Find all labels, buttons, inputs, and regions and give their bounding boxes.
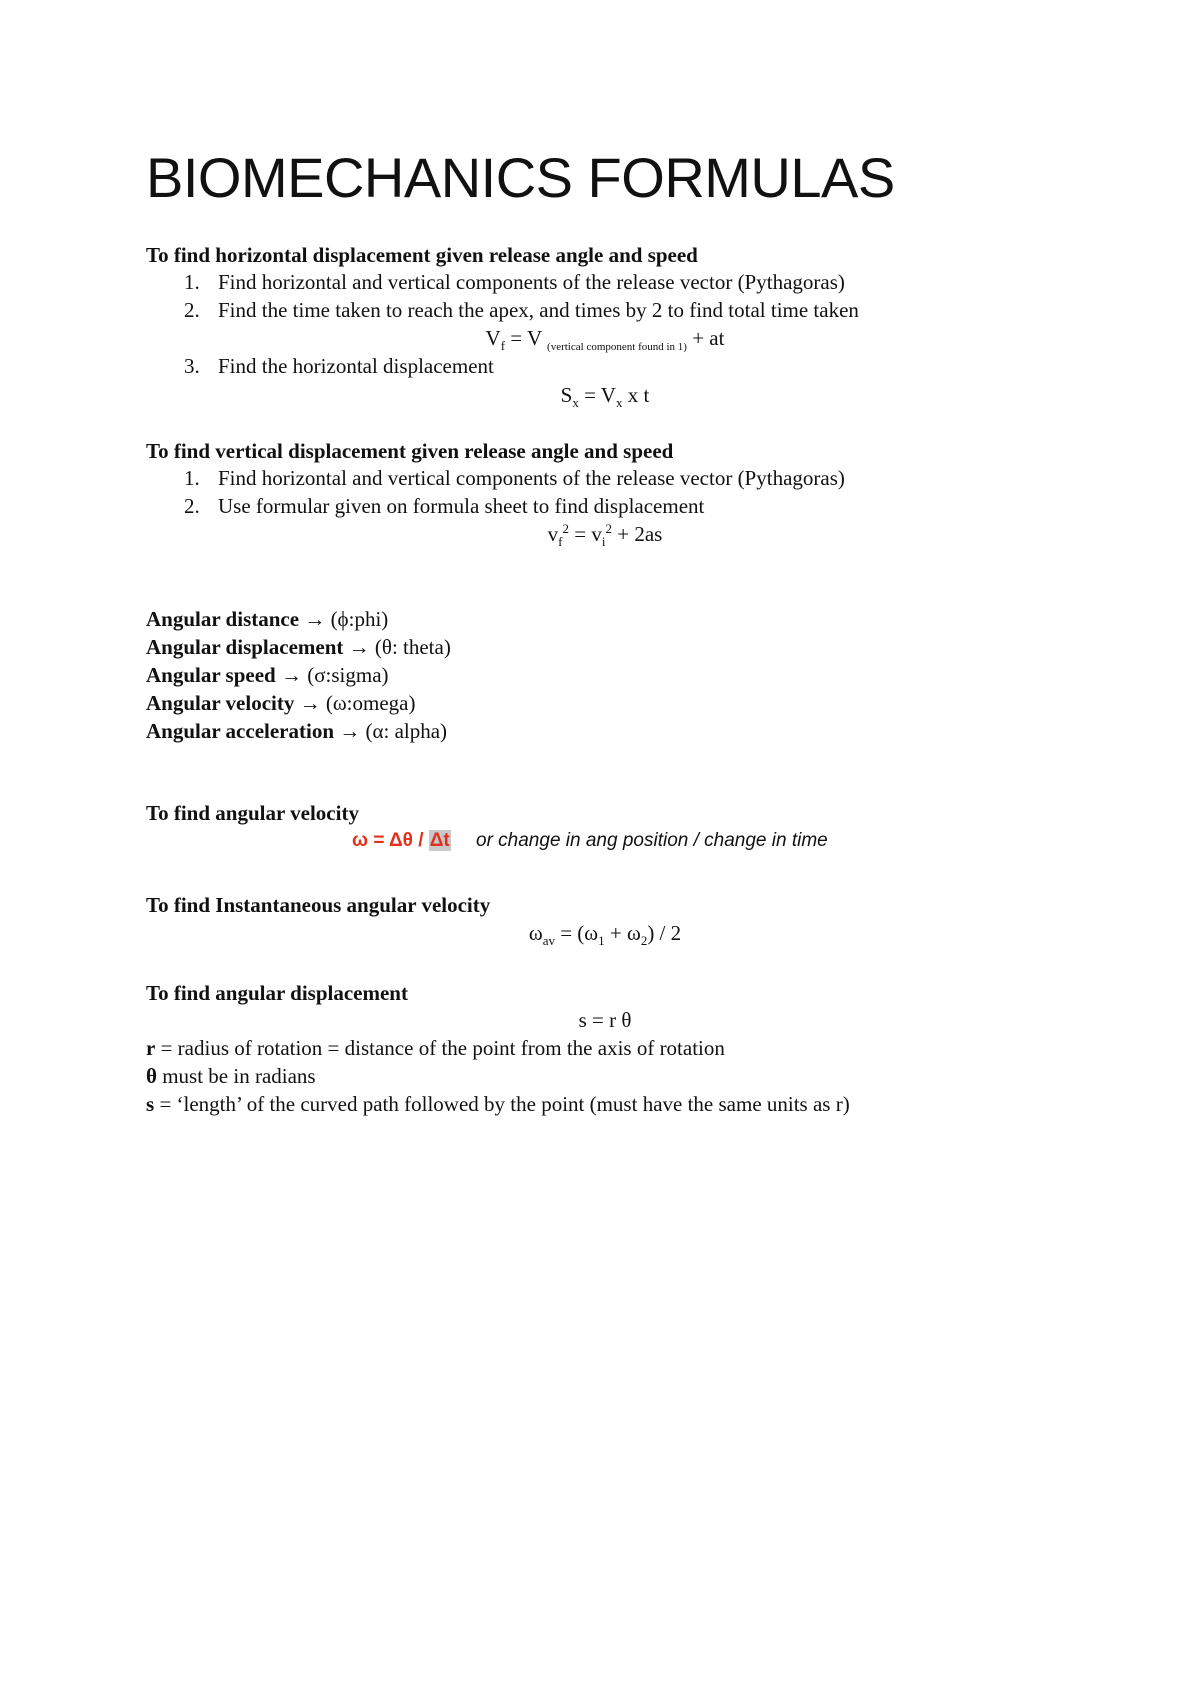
list-item: Find the horizontal displacement (218, 354, 494, 378)
list-item: Find horizontal and vertical components of the release vector (Pythagoras) (218, 466, 845, 490)
section3-heading: To find angular velocity (146, 801, 359, 825)
definition-s: s = ‘length’ of the curved path followed by the point (must have the same units as r) (146, 1092, 850, 1116)
arrow-right-icon: → (339, 719, 361, 743)
section2-heading: To find vertical displacement given release angle and speed (146, 439, 674, 463)
list-number: 3. (184, 354, 200, 378)
list-number: 2. (184, 298, 200, 322)
definition-r: r = radius of rotation = distance of the point from the axis of rotation (146, 1036, 725, 1060)
formula-angular-velocity: ω = Δθ / Δt (352, 830, 450, 851)
arrow-right-icon: → (304, 607, 326, 631)
arrow-right-icon: → (299, 691, 321, 715)
term-angular-acceleration: Angular acceleration → (α: alpha) (146, 719, 448, 743)
page-title: BIOMECHANICS FORMULAS (146, 146, 895, 209)
list-number: 2. (184, 494, 200, 518)
formula-final-velocity: $V_f = V$ $_{(vertical component found in 1)}$ + at (485, 326, 725, 354)
definition-theta: θ must be in radians (146, 1064, 316, 1088)
formula-angular-velocity-note: or change in ang position / change in time (476, 830, 828, 851)
list-number: 1. (184, 270, 200, 294)
list-number: 1. (184, 466, 200, 490)
arrow-right-icon: → (280, 663, 302, 687)
arrow-right-icon: → (348, 635, 370, 659)
formula-vertical-displacement: $v_f^2 = v_i^2 + 2as$ (547, 521, 663, 550)
term-angular-displacement: Angular displacement → (θ: theta) (146, 635, 451, 659)
term-angular-velocity: Angular velocity → (ω:omega) (146, 691, 416, 715)
section4-heading: To find Instantaneous angular velocity (146, 893, 491, 917)
section5-heading: To find angular displacement (146, 981, 408, 1005)
formula-average-angular-velocity: $\omega_{av} = (\omega_1 + \omega_2) / 2$ (528, 921, 682, 949)
list-item: Find the time taken to reach the apex, and times by 2 to find total time taken (218, 298, 859, 322)
list-item: Use formular given on formula sheet to find displacement (218, 494, 705, 518)
term-angular-distance: Angular distance → (ϕ:phi) (146, 607, 389, 631)
term-angular-speed: Angular speed → (σ:sigma) (146, 663, 389, 687)
list-item: Find horizontal and vertical components of the release vector (Pythagoras) (218, 270, 845, 294)
section1-heading: To find horizontal displacement given release angle and speed (146, 243, 698, 267)
formula-arc-length: s = r θ (578, 1008, 632, 1032)
formula-horizontal-displacement: $S_x = V_x$ x t (560, 383, 650, 411)
